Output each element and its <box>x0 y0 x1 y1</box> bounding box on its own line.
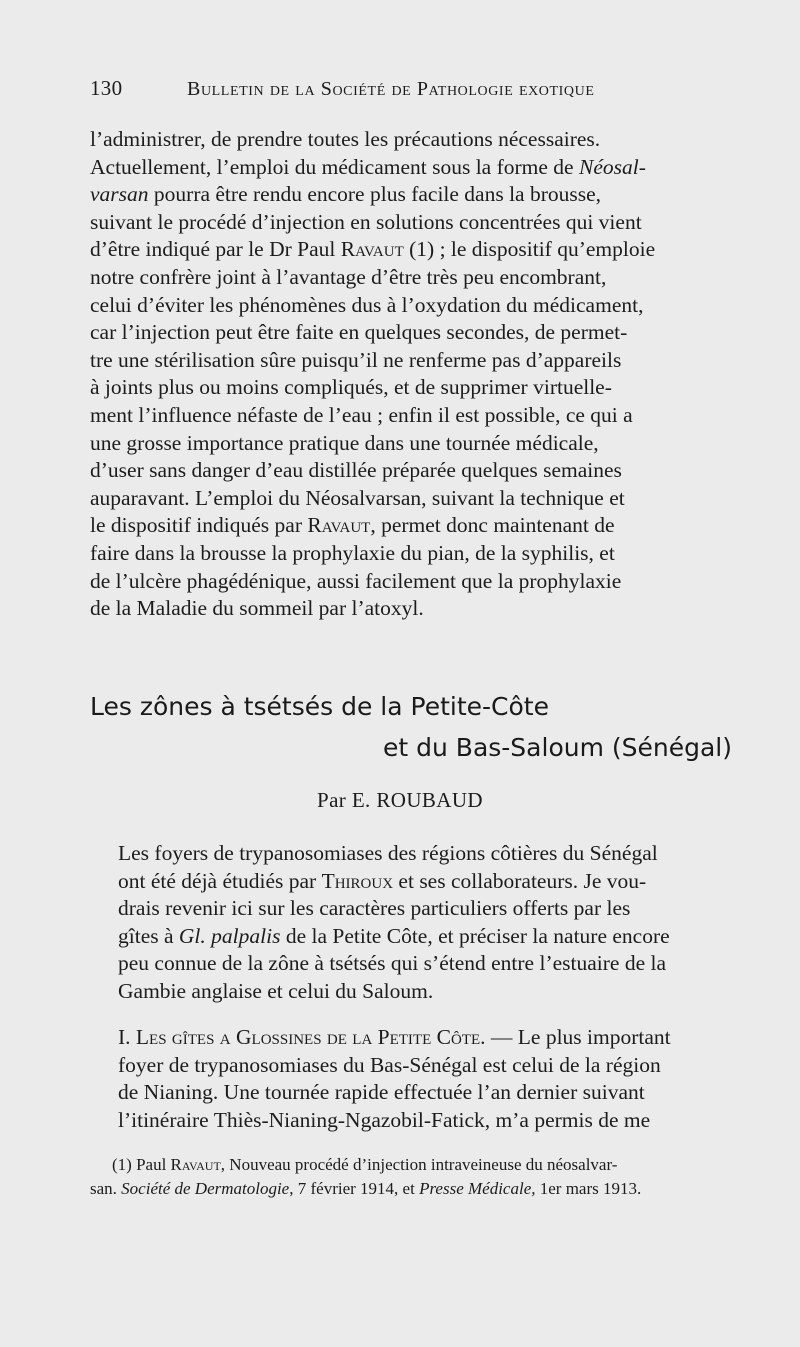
text-line: Les foyers de trypanosomiases des régions côtières du Sénégal <box>118 841 658 865</box>
text-line: de l’ulcère phagédénique, aussi facilement que la prophylaxie <box>90 568 622 593</box>
footnote-line: (1) Paul Ravaut, Nouveau procédé d’injection intraveineuse du néosalvar- <box>112 1155 618 1174</box>
author-thiroux: Thiroux <box>321 868 394 893</box>
text-line: ont été déjà étudiés par Thiroux et ses collaborateurs. Je vou- <box>118 868 647 893</box>
text-line: Gambie anglaise et celui du Saloum. <box>118 978 434 1003</box>
text-line: drais revenir ici sur les caractères particuliers offerts par les <box>118 896 631 921</box>
text-line: de Nianing. Une tournée rapide effectuée l’an dernier suivant <box>118 1080 645 1105</box>
page-header <box>90 76 730 106</box>
text-line: suivant le procédé d’injection en solutions concentrées qui vient <box>90 209 642 234</box>
author-ravaut: Ravaut <box>307 513 371 538</box>
text-line: varsan pourra être rendu encore plus facile dans la brousse, <box>90 182 602 207</box>
text-line: tre une stérilisation sûre puisqu’il ne renferme pas d’appareils <box>90 347 622 372</box>
text-line: car l’injection peut être faite en quelques secondes, de permet- <box>90 320 628 345</box>
text-line: celui d’éviter les phénomènes dus à l’oxydation du médicament, <box>90 292 644 317</box>
text-line: Actuellement, l’emploi du médicament sous la forme de Néosal- <box>90 154 646 179</box>
text-line: peu connue de la zône à tsétsés qui s’étend entre l’estuaire de la <box>118 951 667 976</box>
text-line: d’user sans danger d’eau distillée préparée quelques semaines <box>90 458 622 483</box>
text-line: l’administrer, de prendre toutes les précautions nécessaires. <box>90 127 601 151</box>
footnote-line: san. Société de Dermatologie, 7 février 1914, et Presse Médicale, 1er mars 1913. <box>90 1179 642 1198</box>
doctor-abbrev: Dr <box>269 237 292 262</box>
paragraph-2 <box>90 840 732 1006</box>
section-heading: I. Les gîtes a Glossines de la Petite Côte. <box>118 1025 486 1049</box>
author-ravaut: Ravaut <box>340 237 404 262</box>
italic-term: varsan <box>90 182 149 207</box>
author-byline: Par E. ROUBAUD <box>316 788 483 812</box>
text-line: ment l’influence néfaste de l’eau ; enfin il est possible, ce qui a <box>90 402 633 427</box>
article-title-line-1: Les zônes à tsétsés de la Petite-Côte <box>90 692 549 721</box>
journal-name: Société de Dermatologie <box>121 1179 290 1198</box>
footnote <box>90 1153 734 1201</box>
text-line: I. Les gîtes a Glossines de la Petite Côte. — Le plus important <box>118 1025 671 1049</box>
journal-name: Presse Médicale, <box>419 1179 536 1198</box>
text-line: l’itinéraire Thiès-Nianing-Ngazobil-Fatick, m’a permis de me <box>118 1107 651 1132</box>
italic-term: Néosal- <box>578 154 646 179</box>
running-title: Bulletin de la Société de Pathologie exotique <box>187 78 595 100</box>
species-name: Gl. palpalis <box>178 923 281 948</box>
article-title-line-2: et du Bas-Saloum (Sénégal) <box>383 733 732 762</box>
text-line: une grosse importance pratique dans une tournée médicale, <box>90 430 599 455</box>
text-line: de la Maladie du sommeil par l’atoxyl. <box>90 596 424 621</box>
text-line: le dispositif indiqués par Ravaut, permet donc maintenant de <box>90 513 615 538</box>
text-line: gîtes à Gl. palpalis de la Petite Côte, et préciser la nature encore <box>118 923 670 948</box>
text-line: notre confrère joint à l’avantage d’être très peu encombrant, <box>90 264 607 289</box>
footnote-ref: (1) <box>403 237 435 262</box>
text-line: à joints plus ou moins compliqués, et de supprimer virtuelle- <box>90 375 612 400</box>
page-number: 130 <box>90 76 123 100</box>
text-line: foyer de trypanosomiases du Bas-Sénégal est celui de la région <box>118 1052 661 1077</box>
text-line: faire dans la brousse la prophylaxie du pian, de la syphilis, et <box>90 540 615 565</box>
paragraph-1 <box>90 126 732 623</box>
text-line: auparavant. L’emploi du Néosalvarsan, suivant la technique et <box>90 485 625 510</box>
paragraph-3 <box>90 1024 732 1134</box>
text-line: d’être indiqué par le Dr Paul Ravaut (1) ; le dispositif qu’emploie <box>90 237 656 262</box>
